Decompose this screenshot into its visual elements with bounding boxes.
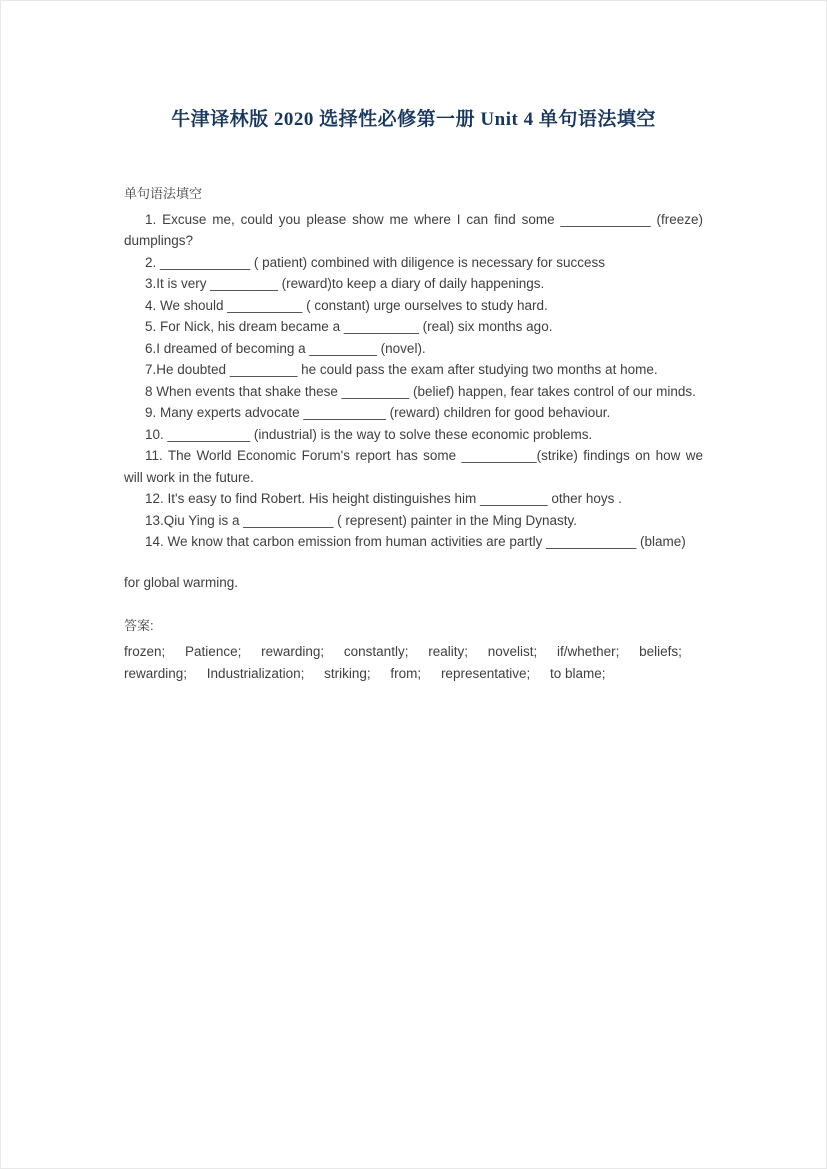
question-item-3: 3.It is very _________ (reward)to keep a diary of daily happenings. — [145, 276, 545, 291]
answer-item-8: beliefs; — [639, 643, 682, 659]
question-item-12: 12. It's easy to find Robert. His height distinguishes him _________ other hoys . — [145, 491, 622, 506]
section-heading: 单句语法填空 — [124, 186, 203, 201]
answer-item-7: if/whether; — [557, 643, 620, 659]
answer-item-9: rewarding; — [124, 665, 188, 681]
answer-item-6: novelist; — [487, 643, 538, 659]
answer-item-13: representative; — [440, 665, 531, 681]
question-item-10: 10. ___________ (industrial) is the way to solve these economic problems. — [145, 426, 593, 442]
question-item-8: 8 When events that shake these _________ (belief) happen, fear takes control of our minds. — [145, 383, 696, 399]
answers-heading: 答案: — [124, 618, 154, 633]
answer-item-11: striking; — [324, 665, 371, 681]
answers-list — [124, 641, 703, 685]
answer-item-14: to blame; — [550, 665, 606, 681]
question-item-6: 6.I dreamed of becoming a _________ (novel). — [145, 340, 426, 356]
question-item-7: 7.He doubted _________ he could pass the exam after studying two months at home. — [145, 362, 658, 377]
question-item-14: 14. We know that carbon emission from human activities are partly ____________ (blame) — [145, 534, 686, 549]
question-item-4: 4. We should __________ ( constant) urge ourselves to study hard. — [145, 297, 548, 313]
document-title: 牛津译林版 2020 选择性必修第一册 Unit 4 单句语法填空 — [171, 109, 656, 130]
closing-line: for global warming. — [124, 574, 239, 590]
question-item-2: 2. ____________ ( patient) combined with diligence is necessary for success — [145, 254, 606, 270]
answer-item-4: constantly; — [343, 643, 409, 659]
answer-item-1: frozen; — [124, 643, 166, 659]
question-item-9: 9. Many experts advocate ___________ (reward) children for good behaviour. — [145, 405, 611, 420]
answer-item-3: rewarding; — [261, 643, 325, 659]
question-item-13: 13.Qiu Ying is a ____________ ( represent) painter in the Ming Dynasty. — [145, 512, 578, 528]
question-item-1: 1. Excuse me, could you please show me where I can find some ____________ (freeze) dumplings? — [124, 211, 703, 248]
answer-item-5: reality; — [428, 643, 468, 659]
question-item-5: 5. For Nick, his dream became a __________ (real) six months ago. — [145, 319, 553, 334]
answer-item-10: Industrialization; — [206, 665, 305, 681]
answer-item-12: from; — [390, 665, 422, 681]
answer-item-2: Patience; — [185, 643, 242, 659]
question-item-11: 11. The World Economic Forum's report has some __________(strike) findings on how we will work in the future. — [124, 448, 703, 485]
